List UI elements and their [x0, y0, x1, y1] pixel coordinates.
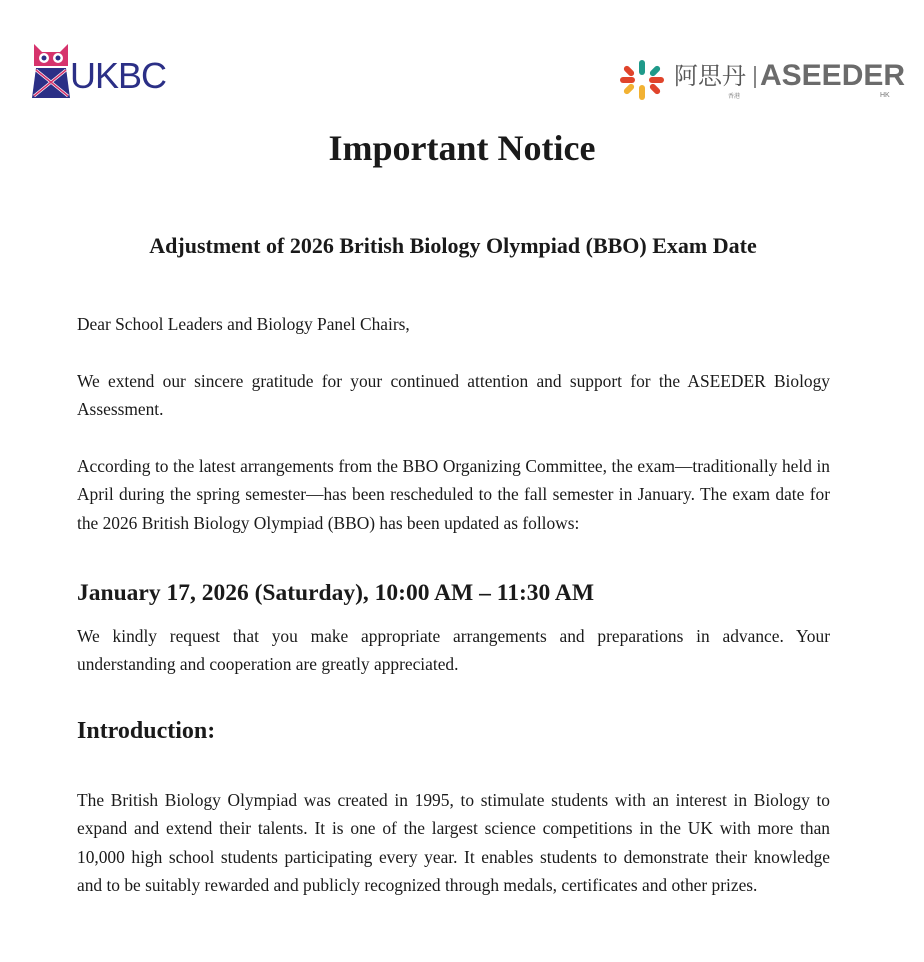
exam-date: January 17, 2026 (Saturday), 10:00 AM – 11:30 AM	[77, 580, 594, 606]
paragraph-thanks: We extend our sincere gratitude for your continued attention and support for the ASEEDER Biology Assessment.	[77, 371, 830, 420]
ukbc-logo	[30, 40, 167, 102]
introduction-body: The British Biology Olympiad was created in 1995, to stimulate students with an interest in Biology to expand and extend their talents. It is one of the largest science competitions in the UK with more than 10,000 high school students participating every year. It enables students to demonstrate their knowledge and to be suitably rewarded and publicly recognized through medals, certificates and other prizes.	[77, 790, 830, 895]
introduction-heading: Introduction:	[77, 718, 216, 744]
aseeder-chinese-sub: 香港	[728, 93, 741, 100]
owl-icon	[30, 40, 74, 102]
paragraph-arrangement: According to the latest arrangements from the BBO Organizing Committee, the exam—traditionally held in April during the spring semester—has been rescheduled to the fall semester in January. The exam date for the 2026 British Biology Olympiad (BBO) has been updated as follows:	[77, 456, 830, 533]
notice-title: Important Notice	[328, 128, 596, 168]
aseeder-logo	[618, 56, 906, 106]
aseeder-star-icon	[618, 58, 666, 102]
aseeder-chinese-name: 阿思丹	[674, 62, 746, 90]
salutation: Dear School Leaders and Biology Panel Chairs,	[77, 314, 410, 334]
ukbc-wordmark: UKBC	[70, 55, 167, 96]
aseeder-region: HK	[880, 92, 890, 99]
aseeder-wordmark: ASEEDER	[760, 59, 906, 92]
logo-divider	[754, 66, 756, 88]
paragraph-request: We kindly request that you make appropriate arrangements and preparations in advance. Your understanding and cooperation are greatly appreciated.	[77, 626, 830, 675]
notice-subtitle: Adjustment of 2026 British Biology Olympiad (BBO) Exam Date	[149, 233, 757, 258]
